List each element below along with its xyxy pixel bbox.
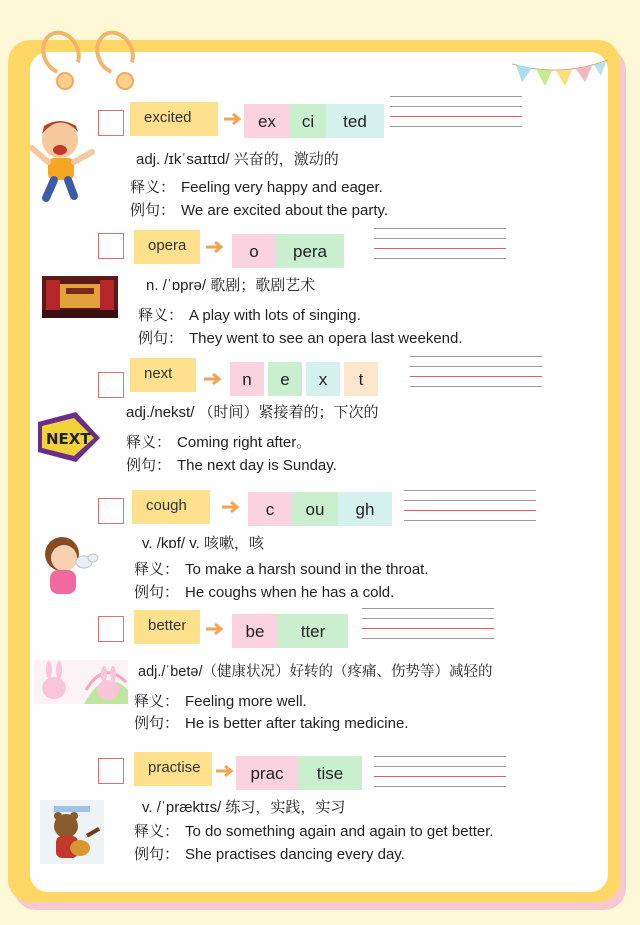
bear-guitar-icon [40, 800, 104, 864]
next-sign-icon [36, 404, 102, 468]
meaning-line [126, 431, 311, 452]
learned-checkbox[interactable] [98, 372, 124, 398]
phonetic-line: v. /ˈpræktɪs/ 练习，实践，实习 [142, 799, 346, 816]
meaning-line [138, 304, 361, 325]
meaning-text: Feeling more well. [185, 693, 307, 710]
phonetic-line: adj./ˈbetə/（健康状况）好转的（疼痛、伤势等）减轻的 [138, 664, 493, 680]
syllable-row [232, 234, 344, 268]
syllable: ted [326, 104, 384, 138]
meaning-label: 释义： [138, 307, 184, 324]
coughing-girl-icon [38, 532, 100, 598]
learned-checkbox[interactable] [98, 233, 124, 259]
syllable: gh [338, 492, 392, 526]
meaning-text: A play with lots of singing. [189, 307, 361, 324]
syllable-row [244, 104, 384, 138]
opera-stage-icon [42, 276, 118, 318]
meaning-label: 释义： [126, 434, 172, 451]
writing-lines [374, 756, 506, 790]
arrow-right-icon [224, 112, 244, 126]
binder-hole-icon [116, 72, 134, 90]
meaning-label: 释义： [134, 823, 180, 840]
phonetic-line: n. /ˈɒprə/ 歌剧；歌剧艺术 [146, 277, 316, 294]
meaning-text: Feeling very happy and eager. [181, 179, 383, 196]
arrow-right-icon [204, 372, 224, 386]
excited-boy-icon [26, 112, 98, 204]
svg-text:NEXT: NEXT [46, 430, 91, 448]
syllable: ci [290, 104, 326, 138]
example-line [134, 843, 405, 864]
binder-hole-icon [56, 72, 74, 90]
example-line [126, 454, 337, 475]
meaning-line [134, 558, 429, 579]
writing-lines [410, 356, 542, 390]
example-text: He is better after taking medicine. [185, 715, 409, 732]
syllable: o [232, 234, 276, 268]
arrow-right-icon [222, 500, 242, 514]
learned-checkbox[interactable] [98, 758, 124, 784]
syllable-row [236, 756, 362, 790]
syllable: pera [276, 234, 344, 268]
arrow-right-icon [206, 622, 226, 636]
syllable: c [248, 492, 292, 526]
writing-lines [374, 228, 506, 262]
syllable: t [344, 362, 378, 396]
syllable: prac [236, 756, 298, 790]
example-line [130, 199, 388, 220]
example-label: 例句： [134, 715, 180, 732]
word-label: practise [134, 752, 212, 786]
phonetic-line: adj. /ɪkˈsaɪtɪd/ 兴奋的，激动的 [136, 151, 339, 168]
example-text: She practises dancing every day. [185, 846, 405, 863]
bunting-flags-icon [512, 56, 608, 106]
syllable: ex [244, 104, 290, 138]
example-label: 例句： [134, 846, 180, 863]
phonetic-line: adj./nekst/ （时间）紧接着的；下次的 [126, 404, 379, 421]
example-text: He coughs when he has a cold. [185, 584, 395, 601]
word-label: next [130, 358, 196, 392]
bunny-icon [34, 660, 128, 704]
writing-lines [390, 96, 522, 130]
meaning-label: 释义： [130, 179, 176, 196]
example-text: We are excited about the party. [181, 202, 389, 219]
example-text: They went to see an opera last weekend. [189, 330, 463, 347]
word-label: excited [130, 102, 218, 136]
arrow-right-icon [216, 764, 236, 778]
syllable: be [232, 614, 278, 648]
syllable-row [232, 614, 348, 648]
learned-checkbox[interactable] [98, 616, 124, 642]
syllable: n [230, 362, 264, 396]
example-label: 例句： [134, 584, 180, 601]
meaning-text: To do something again and again to get better. [185, 823, 494, 840]
word-label: opera [134, 230, 200, 264]
example-text: The next day is Sunday. [177, 457, 337, 474]
writing-lines [404, 490, 536, 524]
arrow-right-icon [206, 240, 226, 254]
word-label: better [134, 610, 200, 644]
meaning-line [134, 690, 307, 711]
meaning-line [130, 176, 383, 197]
learned-checkbox[interactable] [98, 110, 124, 136]
example-label: 例句： [126, 457, 172, 474]
syllable-row [230, 362, 378, 396]
meaning-text: To make a harsh sound in the throat. [185, 561, 429, 578]
word-label: cough [132, 490, 210, 524]
meaning-text: Coming right after。 [177, 434, 312, 451]
syllable: tise [298, 756, 362, 790]
phonetic-line: v. /kɒf/ v. 咳嗽，咳 [142, 535, 264, 552]
syllable: tter [278, 614, 348, 648]
meaning-label: 释义： [134, 561, 180, 578]
example-line [138, 327, 463, 348]
example-label: 例句： [138, 330, 184, 347]
syllable: e [268, 362, 302, 396]
meaning-line [134, 820, 494, 841]
syllable: ou [292, 492, 338, 526]
syllable: x [306, 362, 340, 396]
syllable-row [248, 492, 392, 526]
writing-lines [362, 608, 494, 642]
example-line [134, 712, 408, 733]
example-line [134, 581, 394, 602]
meaning-label: 释义： [134, 693, 180, 710]
example-label: 例句： [130, 202, 176, 219]
learned-checkbox[interactable] [98, 498, 124, 524]
